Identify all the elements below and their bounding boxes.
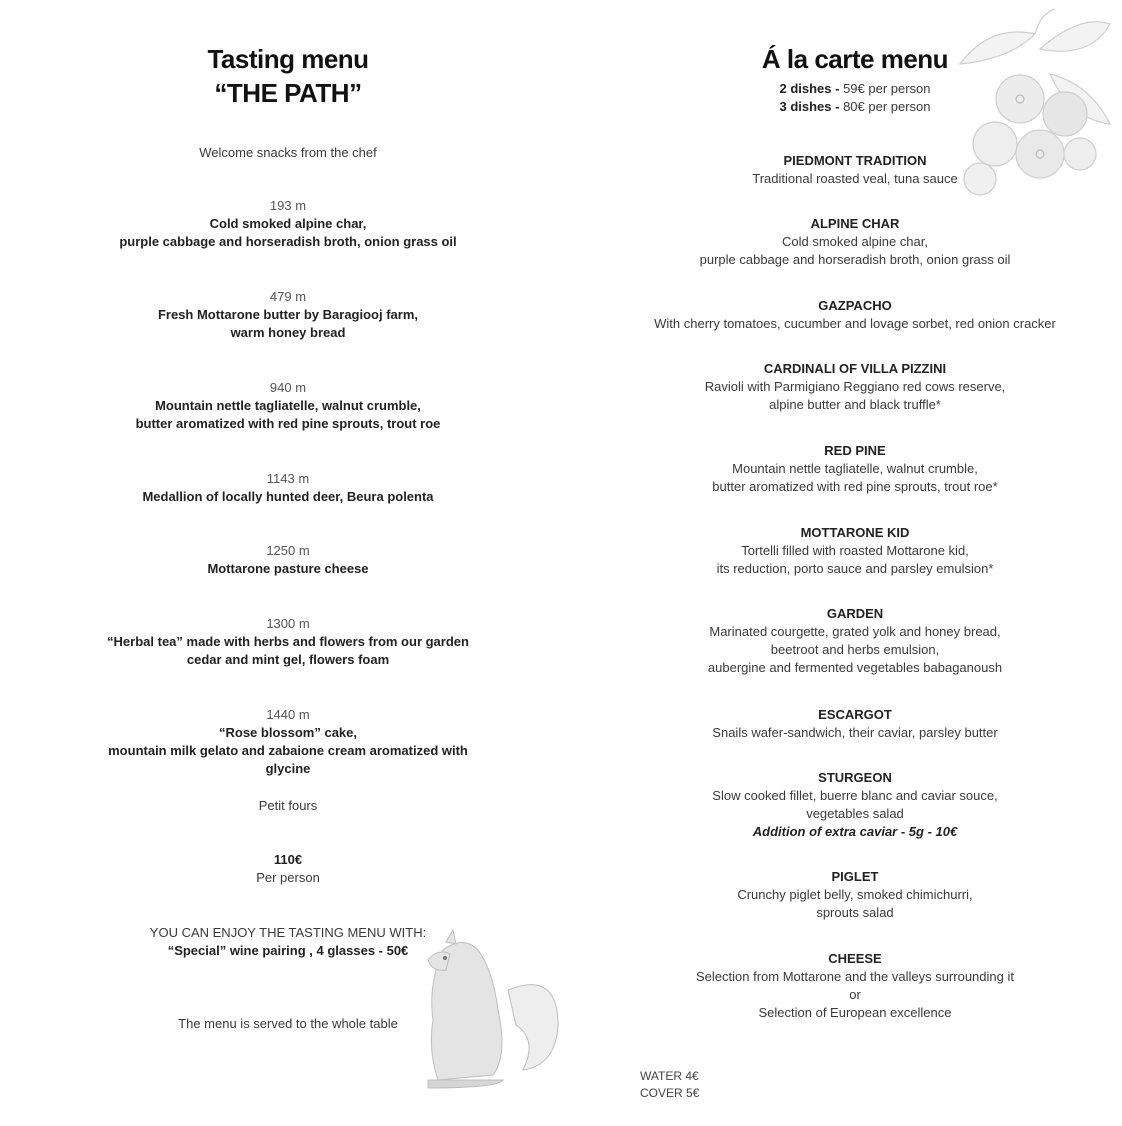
- dish-description: aubergine and fermented vegetables babaganoush: [707, 660, 1003, 675]
- dish-description: sprouts salad: [816, 905, 894, 920]
- course-description: Medallion of locally hunted deer, Beura polenta: [142, 489, 434, 504]
- dish-description: alpine butter and black truffle*: [769, 397, 941, 412]
- served-note: The menu is served to the whole table: [178, 1016, 398, 1031]
- course-description: Mountain nettle tagliatelle, walnut crumble,: [155, 398, 421, 413]
- alacarte-title: Á la carte menu: [761, 44, 949, 74]
- course-altitude: 193 m: [269, 198, 307, 213]
- dish-name: GAZPACHO: [818, 298, 892, 313]
- dish-description: or: [849, 987, 861, 1002]
- dish-description: butter aromatized with red pine sprouts, trout roe*: [712, 479, 998, 494]
- petit-fours: Petit fours: [258, 798, 318, 813]
- dish-name: ALPINE CHAR: [810, 216, 900, 231]
- course-description: butter aromatized with red pine sprouts, trout roe: [135, 416, 441, 431]
- dish-description: Mountain nettle tagliatelle, walnut crumble,: [732, 461, 978, 476]
- course-description: “Rose blossom” cake,: [219, 725, 357, 740]
- tasting-enjoy-heading: YOU CAN ENJOY THE TASTING MENU WITH:: [149, 925, 427, 940]
- course-altitude: 1143 m: [266, 471, 310, 486]
- water-price: WATER 4€: [640, 1069, 699, 1083]
- dish-name: ESCARGOT: [818, 707, 892, 722]
- cover-price: COVER 5€: [640, 1086, 700, 1100]
- tasting-price: 110€: [273, 852, 303, 867]
- dish-description: beetroot and herbs emulsion,: [770, 642, 940, 657]
- dish-description: Slow cooked fillet, buerre blanc and caviar souce,: [712, 788, 998, 803]
- dish-name: STURGEON: [818, 770, 892, 785]
- course-description: “Herbal tea” made with herbs and flowers from our garden: [107, 634, 469, 649]
- dish-description: With cherry tomatoes, cucumber and lovage sorbet, red onion cracker: [654, 316, 1056, 331]
- dish-name: CHEESE: [828, 951, 882, 966]
- dish-description: its reduction, porto sauce and parsley emulsion*: [716, 561, 994, 576]
- course-altitude: 1250 m: [266, 543, 310, 558]
- dish-name: RED PINE: [824, 443, 886, 458]
- tasting-menu-title: Tasting menu: [207, 44, 369, 74]
- dish-description: Cold smoked alpine char,: [782, 234, 928, 249]
- tasting-price-note: Per person: [256, 870, 320, 885]
- dish-name: PIEDMONT TRADITION: [783, 153, 927, 168]
- dish-description: Selection from Mottarone and the valleys surrounding it: [696, 969, 1014, 984]
- extras: [640, 1068, 699, 1102]
- price-normal: 59€ per person: [843, 81, 931, 96]
- dish-description: Traditional roasted veal, tuna sauce: [752, 171, 958, 186]
- course-description: Fresh Mottarone butter by Baragiooj farm,: [157, 307, 419, 322]
- price-bold: 3 dishes -: [779, 99, 844, 114]
- dish-name: CARDINALI OF VILLA PIZZINI: [763, 361, 947, 376]
- dish-description: Snails wafer-sandwich, their caviar, parsley butter: [712, 725, 998, 740]
- dish-description: Selection of European excellence: [758, 1005, 952, 1020]
- dish-extra: Addition of extra caviar - 5g - 10€: [752, 824, 958, 839]
- dish-description: Marinated courgette, grated yolk and honey bread,: [709, 624, 1001, 639]
- dish-description: vegetables salad: [806, 806, 904, 821]
- dish-description: Tortelli filled with roasted Mottarone kid,: [741, 543, 969, 558]
- dish-description: purple cabbage and horseradish broth, onion grass oil: [699, 252, 1011, 267]
- course-altitude: 479 m: [269, 289, 307, 304]
- course-description: cedar and mint gel, flowers foam: [186, 652, 390, 667]
- price-normal: 80€ per person: [843, 99, 931, 114]
- welcome-snacks: Welcome snacks from the chef: [199, 145, 377, 160]
- dish-name: GARDEN: [826, 606, 884, 621]
- dish-description: Ravioli with Parmigiano Reggiano red cows reserve,: [704, 379, 1006, 394]
- course-description: Cold smoked alpine char,: [209, 216, 367, 231]
- course-description: purple cabbage and horseradish broth, onion grass oil: [119, 234, 457, 249]
- tasting-menu-subtitle: “THE PATH”: [214, 78, 362, 108]
- course-description: mountain milk gelato and zabaione cream aromatized with glycine: [108, 743, 468, 776]
- course-altitude: 1300 m: [266, 616, 310, 631]
- course-altitude: 940 m: [269, 380, 307, 395]
- course-description: warm honey bread: [230, 325, 346, 340]
- course-description: Mottarone pasture cheese: [207, 561, 369, 576]
- course-altitude: 1440 m: [266, 707, 310, 722]
- dish-name: MOTTARONE KID: [800, 525, 910, 540]
- dish-name: PIGLET: [831, 869, 879, 884]
- price-bold: 2 dishes -: [779, 81, 844, 96]
- dish-description: Crunchy piglet belly, smoked chimichurri,: [737, 887, 973, 902]
- alacarte-price-3: [640, 98, 1070, 116]
- alacarte-price-2: [640, 80, 1070, 98]
- wine-pairing: “Special” wine pairing , 4 glasses - 50€: [167, 943, 409, 958]
